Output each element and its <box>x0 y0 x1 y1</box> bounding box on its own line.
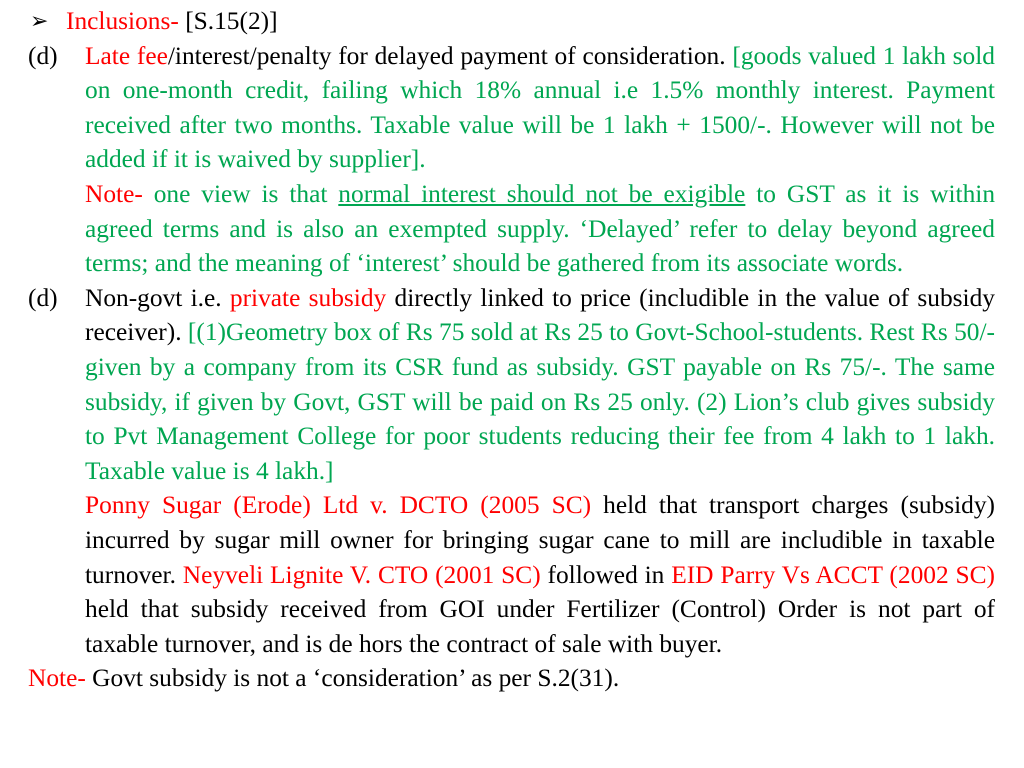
item-private-subsidy-body <box>85 281 995 489</box>
arrow-bullet-icon: ➢ <box>30 8 49 33</box>
heading-section: [S.15(2)] <box>178 7 278 35</box>
heading <box>28 4 996 39</box>
note-text-post: to GST as it is within agreed terms and is also an exempted supply. ‘Delayed’ refer to delay beyond agreed terms; and the meaning of ‘interest’ should be gathered from its associate words. <box>85 179 996 278</box>
note-underlined-text: normal interest should not be exigible <box>338 179 746 208</box>
case-neyveli-text: followed in <box>540 560 672 589</box>
heading-label: Inclusions- <box>66 7 179 35</box>
late-fee-term: Late fee <box>85 41 168 70</box>
note-interest <box>28 177 995 281</box>
item-marker: (d) <box>28 41 58 70</box>
final-note-label: Note- <box>28 664 86 693</box>
item-late-fee-body <box>85 39 995 177</box>
subsidy-text-pre: Non-govt i.e. <box>85 283 230 312</box>
item-late-fee <box>28 39 996 177</box>
case-eid-parry-text: held that subsidy received from GOI under Fertilizer (Control) Order is not part of taxable turnover, and is de hors the contract of sale with buyer. <box>85 595 995 658</box>
subsidy-text-post: directly linked to price (includible in the value of subsidy receiver). <box>85 283 995 347</box>
case-law-paragraph <box>28 488 995 661</box>
late-fee-text: /interest/penalty for delayed payment of consideration. <box>167 41 733 70</box>
late-fee-example: [goods valued 1 lakh sold on one-month credit, failing which 18% annual i.e 1.5% monthly interest. Payment received after two months. Taxable value will be 1 lakh + 1500/-. However will not be added if it is waived by supplier]. <box>85 41 995 174</box>
case-ponny-sugar: Ponny Sugar (Erode) Ltd v. DCTO (2005 SC) <box>85 491 592 520</box>
note-label: Note- <box>85 179 143 208</box>
final-note-text: Govt subsidy is not a ‘consideration’ as per S.2(31). <box>85 664 620 693</box>
final-note <box>28 661 996 696</box>
private-subsidy-term: private subsidy <box>229 283 387 312</box>
subsidy-example: [(1)Geometry box of Rs 75 sold at Rs 25 to Govt-School-students. Rest Rs 50/- given by a company from its CSR fund as subsidy. GST payable on Rs 75/-. The same subsidy, if given by Govt, GST will be paid on Rs 25 only. (2) Lion’s club gives subsidy to Pvt Management College for poor students reducing their fee from 4 lakh to 1 lakh. Taxable value is 4 lakh.] <box>85 318 996 485</box>
item-private-subsidy <box>28 281 996 489</box>
case-ponny-sugar-text: held that transport charges (subsidy) incurred by sugar mill owner for bringing sugar cane to mill are includible in taxable turnover. <box>85 491 995 589</box>
case-neyveli-lignite: Neyveli Lignite V. CTO (2001 SC) <box>182 560 541 589</box>
note-text-pre: one view is that <box>142 179 339 208</box>
item-marker: (d) <box>28 283 58 312</box>
case-eid-parry: EID Parry Vs ACCT (2002 SC) <box>671 560 995 589</box>
